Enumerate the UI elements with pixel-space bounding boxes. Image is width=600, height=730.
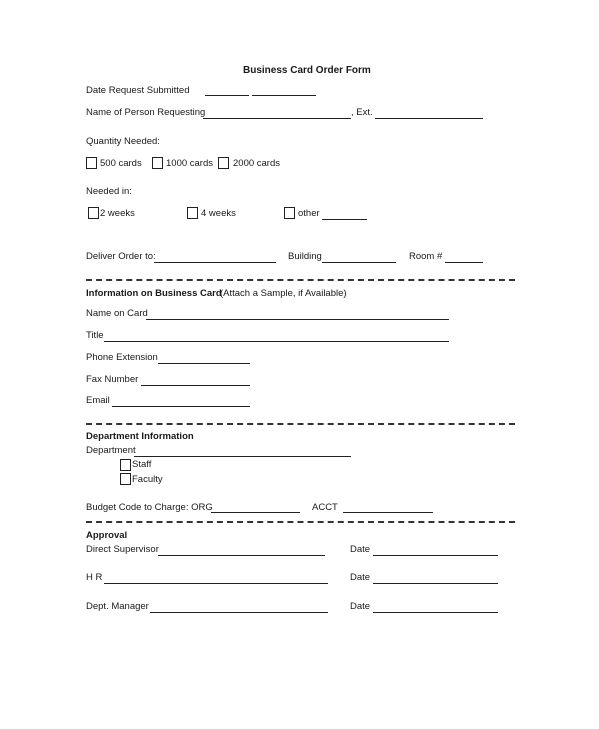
qty-500-label: 500 cards <box>100 158 142 169</box>
manager-date-field[interactable] <box>373 612 498 613</box>
needed-other-field[interactable] <box>322 219 367 220</box>
ext-field[interactable] <box>375 118 483 119</box>
direct-supervisor-label: Direct Supervisor <box>86 544 159 555</box>
section-divider <box>86 423 515 425</box>
email-field[interactable] <box>112 406 250 407</box>
qty-2000-checkbox[interactable] <box>218 157 229 169</box>
hr-date-field[interactable] <box>373 583 498 584</box>
name-on-card-label: Name on Card <box>86 308 148 319</box>
needed-in-label: Needed in: <box>86 186 132 197</box>
dept-manager-field[interactable] <box>150 612 328 613</box>
date-request-field-1[interactable] <box>205 95 249 96</box>
department-field[interactable] <box>134 456 351 457</box>
building-label: Building <box>288 251 322 262</box>
needed-4-weeks-checkbox[interactable] <box>187 207 198 219</box>
supervisor-date-field[interactable] <box>373 555 498 556</box>
title-label: Title <box>86 330 104 341</box>
hr-field[interactable] <box>104 583 328 584</box>
title-field[interactable] <box>104 341 449 342</box>
needed-other-checkbox[interactable] <box>284 207 295 219</box>
section-divider <box>86 279 515 281</box>
form-title: Business Card Order Form <box>243 65 371 76</box>
fax-number-field[interactable] <box>141 385 250 386</box>
section-divider <box>86 521 515 523</box>
direct-supervisor-field[interactable] <box>158 555 325 556</box>
department-label: Department <box>86 445 136 456</box>
staff-label: Staff <box>132 459 152 470</box>
phone-extension-label: Phone Extension <box>86 352 158 363</box>
budget-code-label: Budget Code to Charge: ORG <box>86 502 213 513</box>
name-requesting-label: Name of Person Requesting <box>86 107 206 118</box>
name-requesting-field[interactable] <box>203 118 351 119</box>
budget-org-field[interactable] <box>211 512 300 513</box>
qty-500-checkbox[interactable] <box>86 157 97 169</box>
deliver-to-label: Deliver Order to: <box>86 251 156 262</box>
room-field[interactable] <box>445 262 483 263</box>
dept-manager-label: Dept. Manager <box>86 601 149 612</box>
approval-heading: Approval <box>86 530 128 541</box>
card-info-heading: Information on Business Card <box>86 288 222 299</box>
name-on-card-field[interactable] <box>146 319 449 320</box>
ext-label: , Ext. <box>351 107 373 118</box>
qty-2000-label: 2000 cards <box>233 158 281 169</box>
hr-date-label: Date <box>350 572 371 583</box>
manager-date-label: Date <box>350 601 371 612</box>
qty-1000-label: 1000 cards <box>166 158 214 169</box>
supervisor-date-label: Date <box>350 544 371 555</box>
budget-acct-field[interactable] <box>343 512 433 513</box>
building-field[interactable] <box>322 262 396 263</box>
staff-checkbox[interactable] <box>120 459 131 471</box>
room-label: Room # <box>409 251 443 262</box>
qty-1000-checkbox[interactable] <box>152 157 163 169</box>
date-request-field-2[interactable] <box>252 95 316 96</box>
hr-label: H R <box>86 572 103 583</box>
needed-2-weeks-label: 2 weeks <box>100 208 135 219</box>
card-info-note: (Attach a Sample, if Available) <box>220 288 347 299</box>
acct-label: ACCT <box>312 502 338 513</box>
deliver-to-field[interactable] <box>154 262 276 263</box>
needed-4-weeks-label: 4 weeks <box>201 208 236 219</box>
department-heading: Department Information <box>86 431 194 442</box>
faculty-checkbox[interactable] <box>120 473 131 485</box>
needed-2-weeks-checkbox[interactable] <box>88 207 99 219</box>
faculty-label: Faculty <box>132 474 163 485</box>
phone-extension-field[interactable] <box>158 363 250 364</box>
quantity-label: Quantity Needed: <box>86 136 160 147</box>
date-request-label: Date Request Submitted <box>86 85 190 96</box>
needed-other-label: other <box>298 208 320 219</box>
email-label: Email <box>86 395 110 406</box>
fax-number-label: Fax Number <box>86 374 139 385</box>
